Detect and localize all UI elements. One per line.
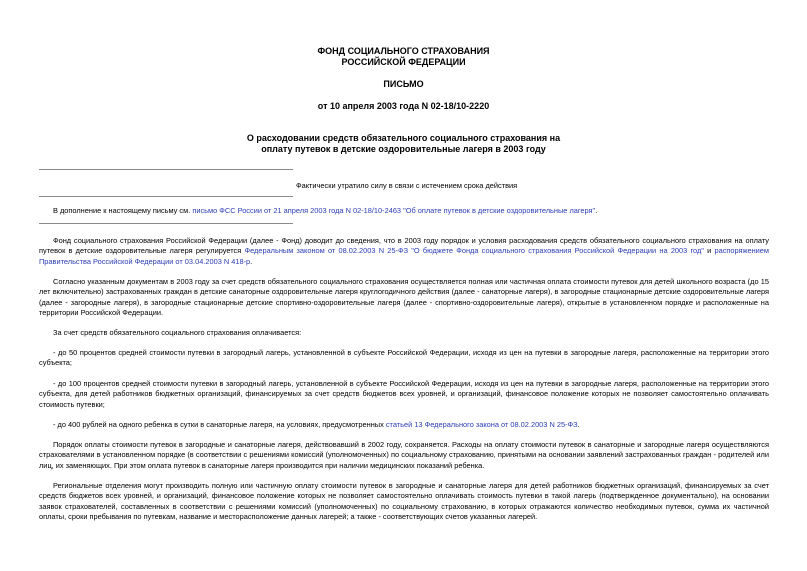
p1-text3: . xyxy=(250,256,253,266)
divider-line xyxy=(39,169,293,170)
addendum-suffix: . xyxy=(595,206,598,215)
subject-line2: оплату путевок в детские оздоровительные лагеря в 2003 году xyxy=(261,144,546,154)
federal-law-link[interactable]: Федеральным законом от 08.02.2003 N 25-ФЗ "О бюджете Фонда социального страхования Российской Федерации на 2003 год" xyxy=(244,246,704,256)
paragraph-intro xyxy=(39,236,769,267)
paragraph-regional-offices: Региональные отделения могут производить полную или частичную оплату стоимости путевок в загородные и санаторные лагеря для детей работников бюджетных организаций, финансируемых за счет средств бюджетов всех уровней, и организаций, финансовое положение которых не позволяет самостоятельно оплачивать стоимость путевки в такой лагерь (подтвержденное документально), на основании заявок страхователей, составленных в соответствии с решениями комиссий (уполномоченных) по социальному страхованию, в которых отражаются количество необходимых путевок, сумма их частичной оплаты, сроки пребывания по путевкам, название и месторасположение данных лагерей; а также - соответствующих счетов указанных лагерей. xyxy=(39,481,769,522)
divider-line xyxy=(39,196,293,197)
p6-text1: - до 400 рублей на одного ребенка в сутки в санаторные лагеря, на условиях, предусмотренных xyxy=(53,420,386,429)
document-date-number: от 10 апреля 2003 года N 02-18/10-2220 xyxy=(317,101,490,111)
p1-text1: Фонд социального страхования Российской Федерации (далее - Фонд) доводит до сведения, что в 2003 году порядок и условия расходования средств обязательного социального страхования на оплату путевок в детские оздоровительные лагеря регулируется xyxy=(39,236,769,256)
paragraph-scope: Согласно указанным документам в 2003 году за счет средств обязательного социального страхования осуществляется полная или частичная оплата стоимости путевок для детей школьного возраста (до 15 лет включительно) застрахованных граждан в детские санаторные оздоровительные лагеря круглогодичного действия (далее - санаторные лагеря), в загородные стационарные детские оздоровительные лагеря (далее - загородные лагеря), в загородные стационарные детские спортивно-оздоровительные лагеря (далее - спортивно-оздоровительные лагеря), открытые в установленном порядке и расположенные на территории Российской Федерации. xyxy=(39,277,769,318)
subject-line1: О расходовании средств обязательного социального страхования на xyxy=(246,133,561,143)
addendum-link[interactable]: письмо ФСС России от 21 апреля 2003 года N 02-18/10-2463 "Об оплате путевок в детские оздоровительные лагеря" xyxy=(192,206,596,215)
addendum-prefix: В дополнение к настоящему письму см. xyxy=(53,206,193,215)
document-type: ПИСЬМО xyxy=(383,79,424,89)
government-order-link[interactable]: распоряжением Правительства Российской Федерации от 03.04.2003 N 418-р xyxy=(39,246,769,266)
paragraph-payment-400 xyxy=(39,420,769,430)
paragraph-payment-100: - до 100 процентов средней стоимости путевки в загородный лагерь, установленной в субъекте Российской Федерации, исходя из цен на путевки в загородные лагеря, расположенные на территории этого субъекта, для детей работников бюджетных организаций, финансируемых за счет средств бюджетов всех уровней, и организаций, финансовое положение которых не позволяет самостоятельно оплачивать стоимость путевки; xyxy=(39,379,769,409)
p6-text2: . xyxy=(577,420,580,429)
p1-text2: и xyxy=(703,246,715,256)
divider-line xyxy=(39,223,293,224)
paragraph-payment-50: - до 50 процентов средней стоимости путевки в загородный лагерь, установленной в субъекте Российской Федерации, исходя из цен на путевки в загородные лагеря, расположенные на территории этого субъекта; xyxy=(39,348,769,368)
addendum-paragraph xyxy=(39,206,769,216)
org-name-line1: ФОНД СОЦИАЛЬНОГО СТРАХОВАНИЯ xyxy=(317,46,490,56)
status-note: Фактически утратило силу в связи с истечением срока действия xyxy=(296,181,518,190)
paragraph-payments-intro: За счет средств обязательного социального страхования оплачивается: xyxy=(53,328,302,337)
org-name-line2: РОССИЙСКОЙ ФЕДЕРАЦИИ xyxy=(341,57,466,67)
paragraph-procedure: Порядок оплаты стоимости путевок в загородные и санаторные лагеря, действовавший в 2002 году, сохраняется. Расходы на оплату стоимости путевок в санаторные и загородные лагеря осуществляются страхователями в установленном порядке (в соответствии с решениями комиссий (уполномоченных) по социальному страхованию, принятыми на основании заявлений застрахованных граждан - родителей или лиц, их заменяющих. При этом оплата путевок в санаторные лагеря производится при наличии медицинских показаний ребенка. xyxy=(39,440,769,470)
article-13-link[interactable]: статьей 13 Федерального закона от 08.02.2003 N 25-ФЗ xyxy=(385,420,578,429)
